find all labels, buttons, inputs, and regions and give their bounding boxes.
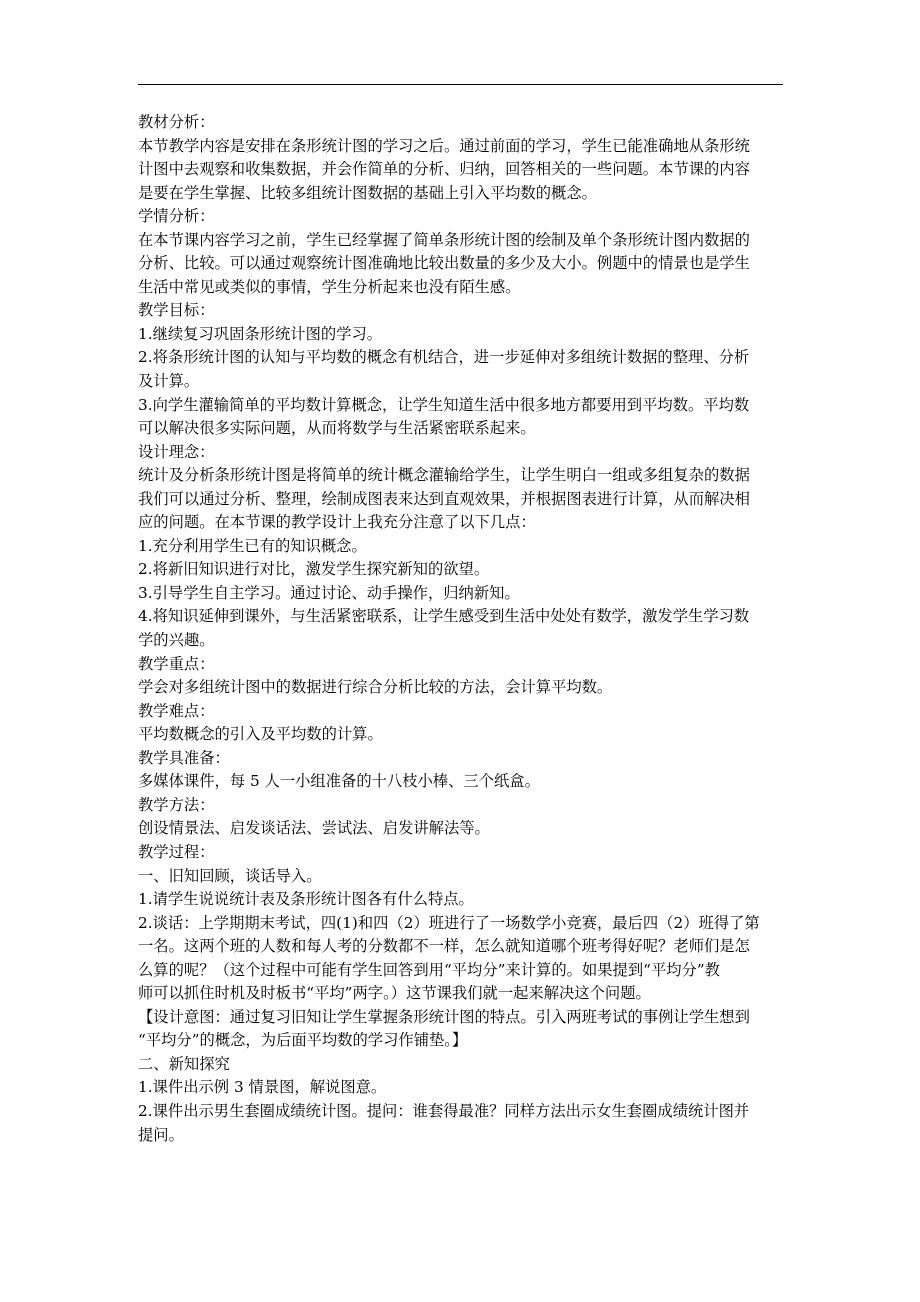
header-rule [138,84,783,85]
text-line: 学会对多组统计图中的数据进行综合分析比较的方法，会计算平均数。 [138,678,613,697]
text-line: 教材分析： [138,113,215,131]
text-line: 3.向学生灌输简单的平均数计算概念，让学生知道生活中很多地方都要用到平均数。平均数 [138,395,750,414]
text-line: 1.请学生说说统计表及条形统计图各有什么特点。 [138,890,474,909]
text-line: 2.课件出示男生套圈成绩统计图。提问：谁套得最准？同样方法出示女生套圈成绩统计图并 [138,1101,750,1120]
text-line: 2.将新旧知识进行对比，激发学生探究新知的欲望。 [138,560,490,579]
text-line: 应的问题。在本节课的教学设计上我充分注意了以下几点： [138,513,536,532]
text-line: 一、旧知回顾，谈话导入。 [138,866,322,885]
text-line: 一名。这两个班的人数和每人考的分数都不一样，怎么就知道哪个班考得好呢？老师们是怎 [138,937,750,956]
text-line: 平均数概念的引入及平均数的计算。 [138,725,383,744]
text-line: 1.继续复习巩固条形统计图的学习。 [138,324,383,343]
text-line: 教学难点： [138,701,215,720]
document-body [138,111,786,1147]
text-line: 多媒体课件，每 5 人一小组准备的十八枝小棒、三个纸盒。 [138,772,540,791]
text-line: 学情分析： [138,207,215,226]
text-line: 3.引导学生自主学习。通过讨论、动手操作，归纳新知。 [138,583,520,602]
text-line: 我们可以通过分析、整理，绘制成图表来达到直观效果，并根据图表进行计算，从而解决相 [138,489,750,508]
text-line: 分析、比较。可以通过观察统计图准确地比较出数量的多少及大小。例题中的情景也是学生 [138,254,750,273]
text-line: 生活中常见或类似的事情，学生分析起来也没有陌生感。 [138,277,521,296]
text-line: 二、新知探究 [138,1054,230,1073]
text-line: 1.课件出示例 3 情景图，解说图意。 [138,1078,387,1097]
text-line: 统计及分析条形统计图是将简单的统计概念灌输给学生，让学生明白一组或多组复杂的数据 [138,466,750,485]
text-line: 学的兴趣。 [138,631,215,650]
text-line: 1.充分利用学生已有的知识概念。 [138,536,367,555]
text-line: 本节教学内容是安排在条形统计图的学习之后。通过前面的学习，学生已能准确地从条形统 [138,136,750,155]
text-line: 师可以抓住时机及时板书“平均”两字。）这节课我们就一起来解决这个问题。 [138,984,651,1003]
text-line: 【设计意图：通过复习旧知让学生掌握条形统计图的特点。引入两班考试的事例让学生想到 [138,1007,750,1026]
text-line: 是要在学生掌握、比较多组统计图数据的基础上引入平均数的概念。 [138,183,597,202]
text-line: 么算的呢？（这个过程中可能有学生回答到用“平均分”来计算的。如果提到“平均分”教 [138,960,720,979]
text-line: 提问。 [138,1125,184,1144]
text-line: 教学重点： [138,654,215,673]
text-line: 计图中去观察和收集数据，并会作简单的分析、归纳，回答相关的一些问题。本节课的内容 [138,160,750,179]
text-line: 创设情景法、启发谈话法、尝试法、启发讲解法等。 [138,819,490,838]
text-line: 教学过程： [138,842,215,861]
text-line: 可以解决很多实际问题，从而将数学与生活紧密联系起来。 [138,419,536,438]
text-line: 2.谈话：上学期期末考试，四(1)和四（2）班进行了一场数学小竞赛，最后四（2）班得了第 [138,913,760,932]
text-line: 2.将条形统计图的认知与平均数的概念有机结合，进一步延伸对多组统计数据的整理、分析 [138,348,750,367]
text-line: 教学目标： [138,301,215,320]
text-line: “平均分”的概念，为后面平均数的学习作铺垫。】 [138,1031,468,1050]
text-line: 设计理念： [138,442,215,461]
text-line: 及计算。 [138,372,200,391]
text-line: 教学方法： [138,795,215,814]
text-line: 教学具准备： [138,748,230,767]
text-line: 在本节课内容学习之前，学生已经掌握了简单条形统计图的绘制及单个条形统计图内数据的 [138,230,750,249]
text-line: 4.将知识延伸到课外，与生活紧密联系，让学生感受到生活中处处有数学，激发学生学习数 [138,607,750,626]
